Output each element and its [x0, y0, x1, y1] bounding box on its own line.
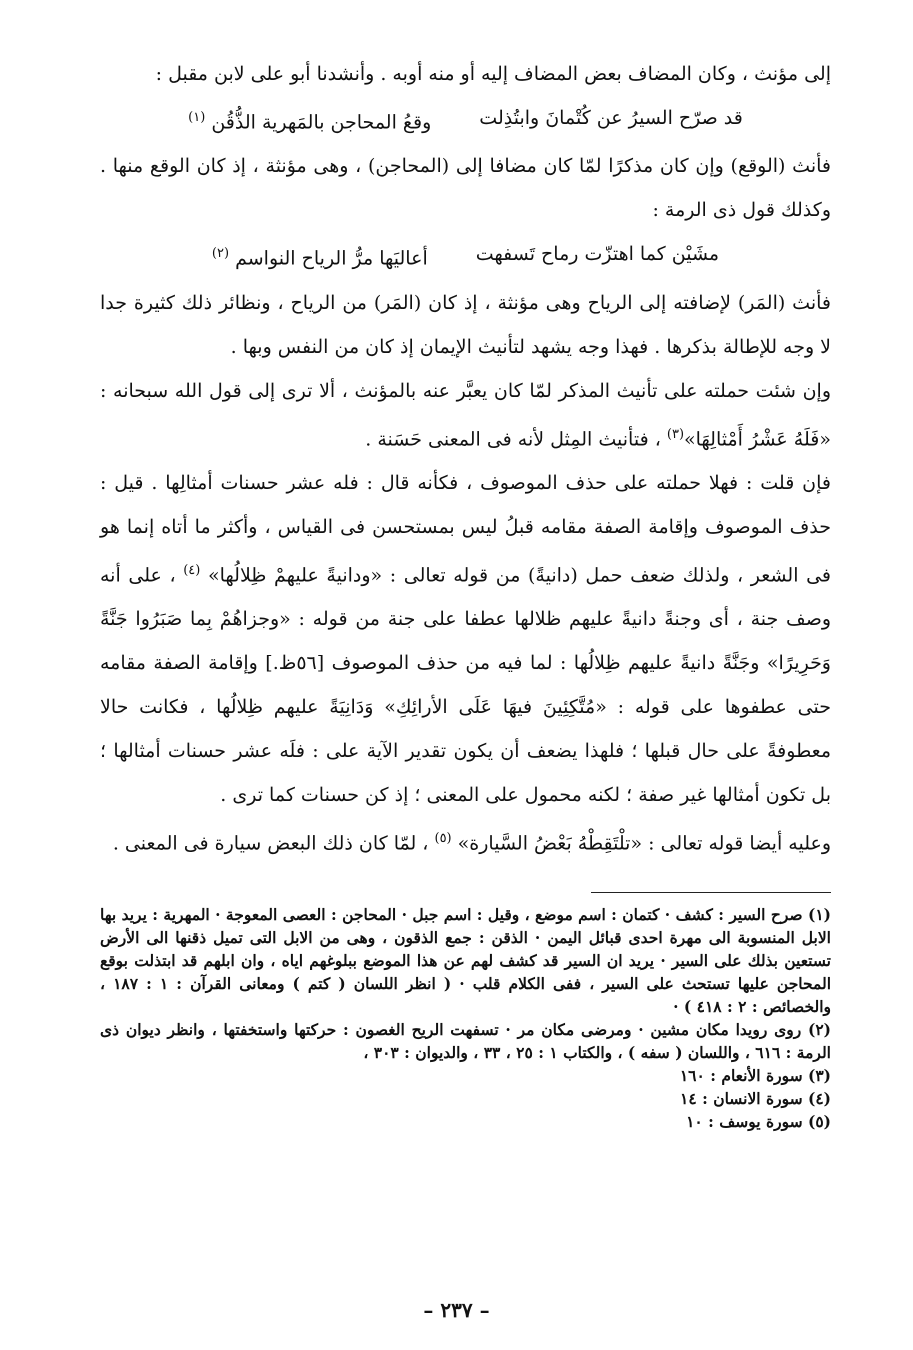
paragraph-5-text-b: ، على أنه وصف جنة ، أى وجنةً دانيةً عليهم ظلالها عطفا على جنة من قوله : «وجزاهُمْ بِما صَبَرُوا جَنَّةً وَحَرِيرًا» وجَنَّةً دانيةً عليهم ظِلالُها : لما فيه من حذف الموصوف [٥٦ظ.] وإقامة الصفة مقامه حتى عطفوها على قوله : «مُتَّكِئِينَ فيهَا عَلَى الأرائِكِ» وَدَانِيَةً عليهم ظِلالُها ، فكانت حالا معطوفةً على حال قبلها ؛ فلهذا يضعف أن يكون تقدير الآية على : فلَه عشر حسنات أمثالها ؛ بل تكون أمثالها غير صفة ؛ لكنه محمول على المعنى ؛ إذ كن حسنات كما ترى .: [100, 564, 832, 807]
footnote-4: (٤) سورة الانسان : ١٤: [680, 1088, 831, 1108]
paragraph-6-text-b: ، لمّا كان ذلك البعض سيارة فى المعنى .: [112, 832, 429, 855]
paragraph-3: فأنث (المَر) لإضافته إلى الرياح وهى مؤنثة ، إذ كان (المَر) من الرياح ، ونظائر ذلك كثيرة جدا لا وجه للإطالة بذكرها . فهذا وجه يشهد لتأنيث الإيمان إذ كان من النفس وبها .: [100, 291, 831, 358]
verse-2: [100, 232, 831, 280]
verse-1-hemistich-a: قد صرّح السيرُ عن كُتْمانَ وابتُذِلت: [479, 107, 743, 129]
footnote-2: (٢) روى رويدا مكان مشين · ومرضى مكان مر · تسفهت الريح الغصون : حركتها واستخفتها ، وانظر ديوان ذى الرمة : ٦١٦ ، واللسان ( سفه ) ، والكتاب ١ : ٢٥ ، ٣٣ ، والديوان : ٣٠٣ ،: [100, 1019, 831, 1062]
paragraph-4-text-b: ، فتأنيث المِثل لأنه فى المعنى حَسَنة .: [365, 427, 661, 450]
page-number: – ٢٣٧ –: [423, 1298, 490, 1322]
paragraph-6: [100, 817, 831, 865]
footnote-1: (١) صرح السير : كشف · كتمان : اسم موضع ، وقيل : اسم جبل · المحاجن : العصى المعوجة · المهرية : يريد بها الابل المنسوبة الى مهرة احدى قبائل اليمن · الذقن : جمع الذقون ، وهى من الابل التى تميل ذقنها الى الأرض تستعين بذلك على السير · يريد ان السير قد كشف لهم عن هذا الموضع ببلوغهم اياه ، وان ابلهم قد ابتذلت بوقع المحاجن عليها تستحث على السير ، ففى الكلام قلب · ( انظر اللسان ( كتم ) ومعانى القرآن : ١ : ١٨٧ ، والخصائص : ٢ : ٤١٨ ) ·: [100, 904, 832, 1016]
footnote-divider: [591, 892, 831, 893]
paragraph-5: [100, 461, 831, 817]
footnote-ref-4: (٤): [183, 562, 201, 578]
paragraph-2: فأنث (الوقع) وإن كان مذكرًا لمّا كان مضافا إلى (المحاجن) ، وهى مؤنثة ، إذ كان الوقع منها . وكذلك قول ذى الرمة :: [100, 155, 831, 222]
verse-2-text-b: أعاليَها مرُّ الرياح النواسم: [235, 247, 428, 270]
paragraph-1: إلى مؤنث ، وكان المضاف بعض المضاف إليه أو منه أوبه . وأنشدنا أبو على لابن مقبل :: [155, 63, 831, 85]
paragraph-5-text-a: فإن قلت : فهلا حملته على حذف الموصوف ، فكأنه قال : فله عشر حسنات أمثالِها . قيل : حذف الموصوف وإقامة الصفة مقامه قبلُ ليس بمستحسن فى القياس ، وأكثر ما أتاه إنما هو فى الشعر ، ولذلك ضعف حمل (دانيةً) من قوله تعالى : «ودانيةً عليهمْ ظِلالُها»: [100, 471, 832, 587]
paragraph-6-text-a: وعليه أيضا قوله تعالى : «تلْتَقِطْهُ بَعْضُ السَّيارة»: [457, 832, 831, 855]
footnote-3: (٣) سورة الأنعام : ١٦٠: [679, 1065, 831, 1085]
footnote-ref-5: (٥): [434, 831, 452, 847]
verse-2-hemistich-a: مشَيْن كما اهتزّت رماح تَسفهت: [475, 243, 720, 266]
footnote-ref-1: (١): [188, 110, 206, 125]
paragraph-4-text-a: وإن شئت حملته على تأنيث المذكر لمّا كان يعبَّر عنه بالمؤنث ، ألا ترى إلى قول الله سبحانه : «فَلَهُ عَشْرُ أَمْثالِهَا»: [100, 379, 831, 450]
footnote-5: (٥) سورة يوسف : ١٠: [686, 1111, 831, 1131]
verse-2-hemistich-b: [212, 232, 428, 280]
footnote-ref-3: (٣): [666, 426, 685, 442]
verse-1-text-b: وقعُ المحاجن بالمَهرية الذُّقُن: [211, 111, 432, 134]
paragraph-4: [100, 369, 831, 461]
footnote-ref-2: (٢): [211, 246, 230, 262]
verse-1: [100, 96, 831, 144]
main-text: [100, 52, 831, 866]
footnotes: [100, 903, 831, 1133]
verse-1-hemistich-b: [188, 96, 431, 144]
